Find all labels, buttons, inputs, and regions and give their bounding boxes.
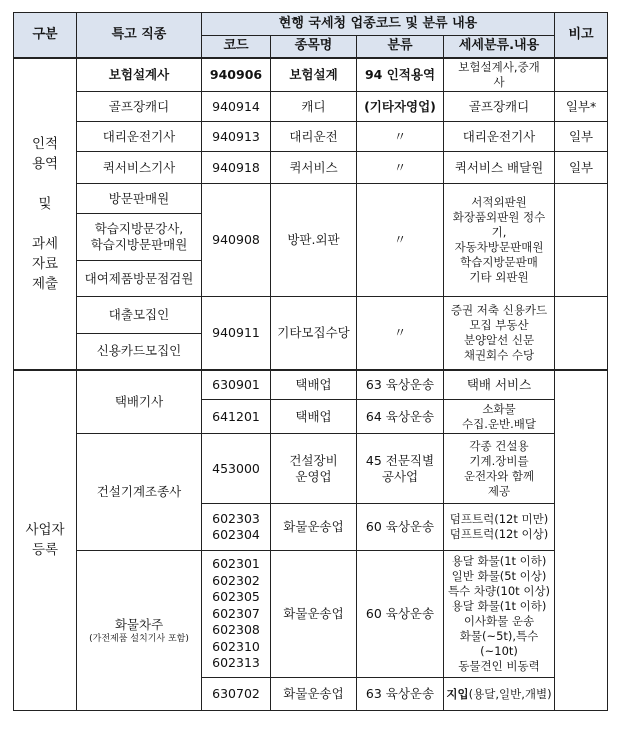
class-cell: 〃 <box>357 152 444 184</box>
item-cell: 보험설계 <box>271 58 357 92</box>
header-class: 분류 <box>357 36 444 58</box>
occupation-label: 화물차주 <box>114 616 164 632</box>
class-cell: (기타자영업) <box>357 92 444 122</box>
code-cell: 940918 <box>202 152 271 184</box>
occupation-cell: 신용카드모집인 <box>77 334 202 370</box>
classification-table <box>13 12 608 711</box>
class-cell: 60 육상운송 <box>357 551 444 678</box>
class-cell: 64 육상운송 <box>357 400 444 434</box>
occupation-cell: 대출모집인 <box>77 297 202 334</box>
header-category: 구분 <box>14 13 77 58</box>
code-cell: 630702 <box>202 678 271 711</box>
detail-cell: 용달 화물(1t 이하) 일반 화물(5t 이상) 특수 차량(10t 이상) 용달 화물(1t 이하) 이사화물 운송 화물(~5t),특수(~10t) 동물견인 비동력 <box>444 551 555 678</box>
occupation-cell: 택배기사 <box>77 370 202 434</box>
class-cell: 60 육상운송 <box>357 504 444 551</box>
code-cell: 940914 <box>202 92 271 122</box>
remark-cell <box>555 370 608 711</box>
section-first: 인적 용역 및 과세 자료 제출 <box>14 58 77 370</box>
item-cell: 퀵서비스 <box>271 152 357 184</box>
occupation-cell: 방문판매원 <box>77 184 202 214</box>
header-occupation: 특고 직종 <box>77 13 202 58</box>
code-cell: 630901 <box>202 370 271 400</box>
class-cell: 45 전문직별 공사업 <box>357 434 444 504</box>
item-cell: 캐디 <box>271 92 357 122</box>
item-cell: 방판.외판 <box>271 184 357 297</box>
code-cell: 940906 <box>202 58 271 92</box>
occupation-cell: 보험설계사 <box>77 58 202 92</box>
class-cell: 94 인적용역 <box>357 58 444 92</box>
occupation-note: (가전제품 설치기사 포함) <box>89 633 189 644</box>
header-item: 종목명 <box>271 36 357 58</box>
code-cell: 602301 602302 602305 602307 602308 602310 602313 <box>202 551 271 678</box>
class-cell: 〃 <box>357 184 444 297</box>
detail-cell: 각종 건설용 기계.장비를 운전자와 함께 제공 <box>444 434 555 504</box>
class-cell: 63 육상운송 <box>357 678 444 711</box>
remark-cell <box>555 297 608 370</box>
item-cell: 화물운송업 <box>271 551 357 678</box>
occupation-cell: 건설기계조종사 <box>77 434 202 551</box>
detail-cell: 대리운전기사 <box>444 122 555 152</box>
detail-cell: 퀵서비스 배달원 <box>444 152 555 184</box>
class-cell: 63 육상운송 <box>357 370 444 400</box>
code-cell: 940908 <box>202 184 271 297</box>
detail-cell <box>444 678 555 711</box>
detail-cell: 택배 서비스 <box>444 370 555 400</box>
remark-cell: 일부 <box>555 152 608 184</box>
code-cell: 602303 602304 <box>202 504 271 551</box>
occupation-cell: 골프장캐디 <box>77 92 202 122</box>
occupation-cell: 학습지방문강사, 학습지방문판매원 <box>77 214 202 261</box>
section-second: 사업자 등록 <box>14 370 77 711</box>
remark-cell <box>555 184 608 297</box>
item-cell: 택배업 <box>271 370 357 400</box>
header-detail: 세세분류.내용 <box>444 36 555 58</box>
header-group: 현행 국세청 업종코드 및 분류 내용 <box>202 13 555 36</box>
detail-bold: 지입 <box>446 686 469 701</box>
occupation-cell: 대리운전기사 <box>77 122 202 152</box>
code-cell: 940913 <box>202 122 271 152</box>
class-cell: 〃 <box>357 297 444 370</box>
occupation-cell: 퀵서비스기사 <box>77 152 202 184</box>
class-cell: 〃 <box>357 122 444 152</box>
remark-cell: 일부 <box>555 122 608 152</box>
detail-cell: 골프장캐디 <box>444 92 555 122</box>
detail-cell: 증권 저축 신용카드 모집 부동산 분양알선 신문 채권회수 수당 <box>444 297 555 370</box>
item-cell: 택배업 <box>271 400 357 434</box>
code-cell: 940911 <box>202 297 271 370</box>
detail-cell: 서적외판원 화장품외판원 정수기, 자동차방문판매원 학습지방문판매 기타 외판원 <box>444 184 555 297</box>
item-cell: 화물운송업 <box>271 678 357 711</box>
code-cell: 641201 <box>202 400 271 434</box>
item-cell: 화물운송업 <box>271 504 357 551</box>
remark-cell: 일부* <box>555 92 608 122</box>
detail-cell: 덤프트럭(12t 미만) 덤프트럭(12t 이상) <box>444 504 555 551</box>
detail-rest: (용달,일반,개별) <box>468 686 552 701</box>
occupation-cell <box>77 551 202 711</box>
detail-cell: 소화물 수집.운반.배달 <box>444 400 555 434</box>
detail-cell: 보험설계사,중개 사 <box>444 58 555 92</box>
item-cell: 대리운전 <box>271 122 357 152</box>
header-code: 코드 <box>202 36 271 58</box>
item-cell: 기타모집수당 <box>271 297 357 370</box>
code-cell: 453000 <box>202 434 271 504</box>
occupation-cell: 대여제품방문점검원 <box>77 261 202 297</box>
item-cell: 건설장비 운영업 <box>271 434 357 504</box>
header-remark: 비고 <box>555 13 608 58</box>
remark-cell <box>555 58 608 92</box>
